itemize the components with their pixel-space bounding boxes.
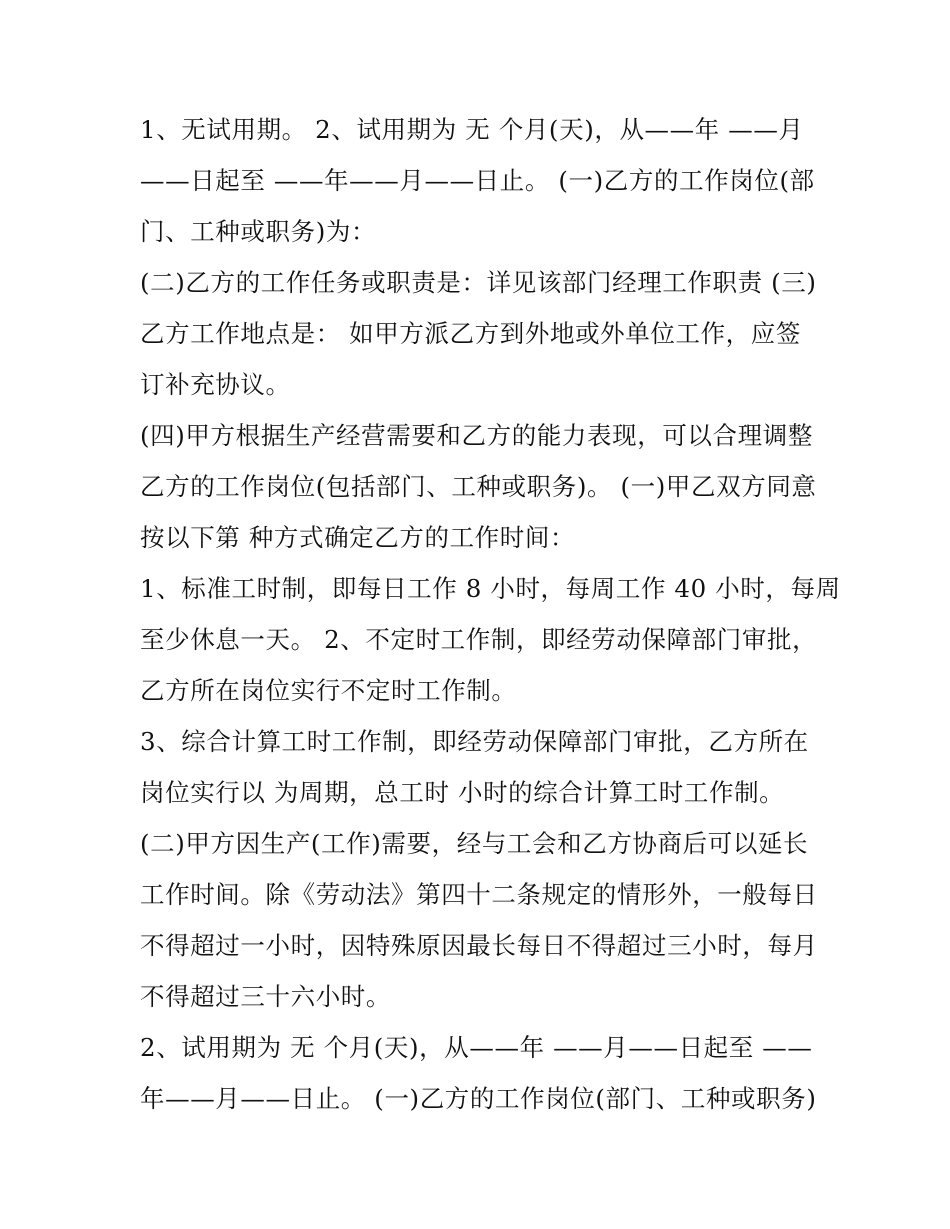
text-line-8: 乙方的工作岗位(包括部门、工种或职务)。 (一)甲乙双方同意 [140,472,817,501]
text-line-4: (二)乙方的工作任务或职责是：详见该部门经理工作职责 (三) [140,268,817,297]
text-line-17: 不得超过一小时，因特殊原因最长每日不得超过三小时，每月 [140,931,818,960]
text-line-1: 1、无试用期。 2、试用期为 无 个月(天)，从——年 ——月 [140,115,804,144]
text-line-2: ——日起至 ——年——月——日止。 (一)乙方的工作岗位(部 [140,166,815,195]
text-line-9: 按以下第 种方式确定乙方的工作时间： [140,523,576,552]
text-line-7: (四)甲方根据生产经营需要和乙方的能力表现，可以合理调整 [140,421,813,450]
text-line-12: 乙方所在岗位实行不定时工作制。 [140,676,517,705]
text-line-13: 3、综合计算工时工作制，即经劳动保障部门审批，乙方所在 [140,727,809,756]
text-line-20: 年——月——日止。 (一)乙方的工作岗位(部门、工种或职务) [140,1084,817,1113]
text-line-18: 不得超过三十六小时。 [140,982,391,1011]
text-line-5: 乙方工作地点是： 如甲方派乙方到外地或外单位工作，应签 [140,319,801,348]
text-line-19: 2、试用期为 无 个月(天)，从——年 ——月——日起至 —— [140,1033,813,1062]
text-line-3: 门、工种或职务)为： [140,217,377,246]
text-line-15: (二)甲方因生产(工作)需要，经与工会和乙方协商后可以延长 [140,829,809,858]
text-line-16: 工作时间。除《劳动法》第四十二条规定的情形外，一般每日 [140,880,818,909]
text-line-10: 1、标准工时制，即每日工作 8 小时，每周工作 40 小时，每周 [140,574,841,603]
text-line-11: 至少休息一天。 2、不定时工作制，即经劳动保障部门审批， [140,625,818,654]
text-line-14: 岗位实行以 为周期，总工时 小时的综合计算工时工作制。 [140,778,785,807]
text-line-6: 订补充协议。 [140,370,291,399]
